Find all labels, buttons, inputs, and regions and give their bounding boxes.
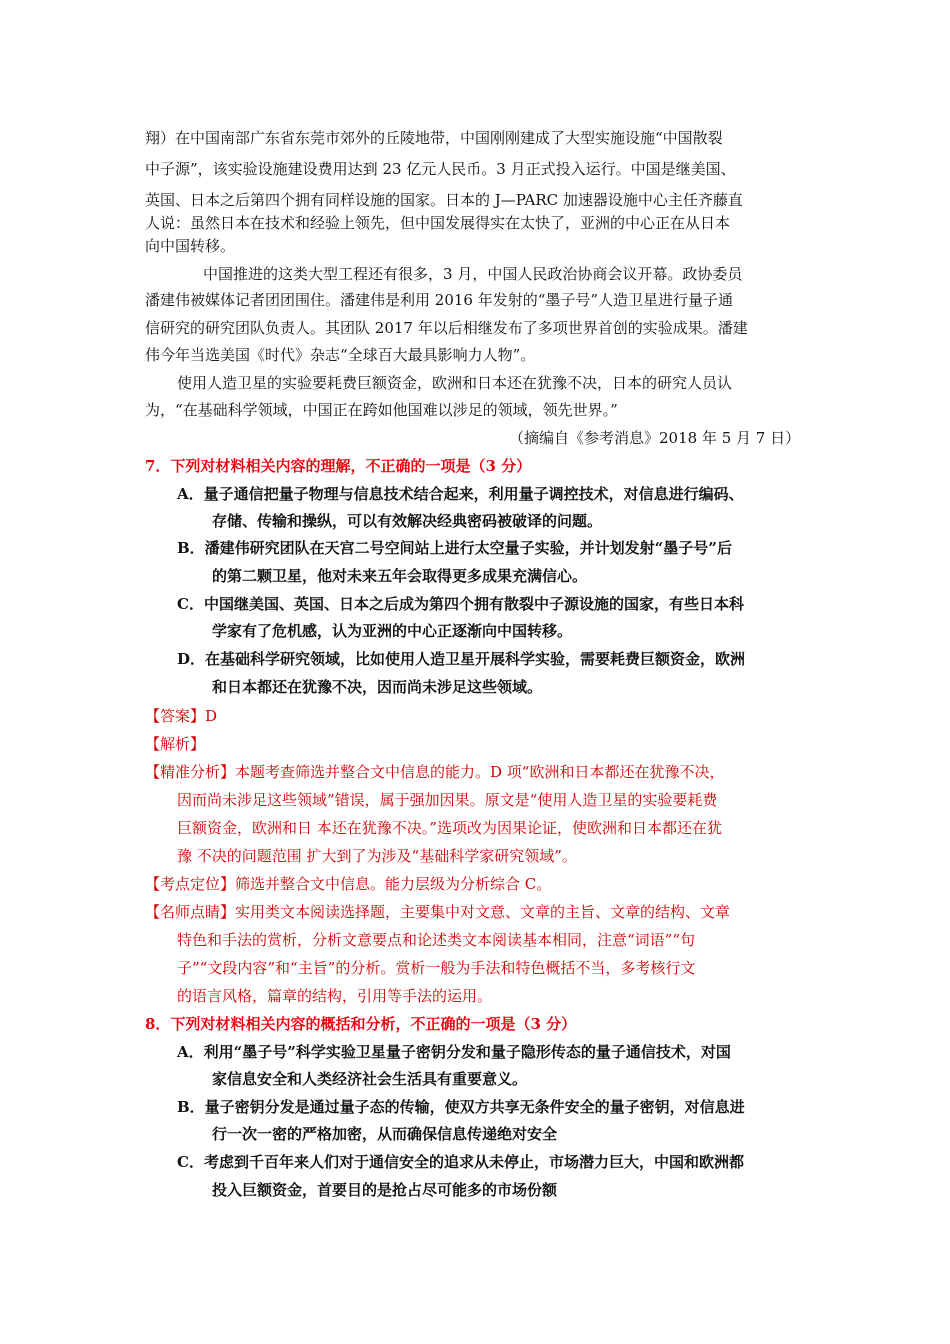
precise-analysis-cont: 巨额资金，欧洲和日 本还在犹豫不决。”选项改为因果论证，使欧洲和日本都还在犹 [177,819,722,837]
q7-option-d: D．在基础科学研究领域，比如使用人造卫星开展科学实验，需要耗费巨额资金，欧洲 [177,650,746,668]
passage-line: 翔）在中国南部广东省东莞市郊外的丘陵地带，中国刚刚建成了大型实施设施“中国散裂 [145,129,723,147]
precise-analysis: 【精准分析】本题考查筛选并整合文中信息的能力。D 项“欧洲和日本都还在犹豫不决， [145,763,725,781]
source-citation: （摘编自《参考消息》2018 年 5 月 7 日） [509,429,801,447]
passage-line: 人说：虽然日本在技术和经验上领先，但中国发展得实在太快了，亚洲的中心正在从日本 [145,214,731,232]
passage-line: 伟今年当选美国《时代》杂志“全球百大最具影响力人物”。 [145,346,536,364]
q7-option-c-cont: 学家有了危机感，认为亚洲的中心正逐渐向中国转移。 [212,622,573,640]
precise-analysis-cont: 豫 不决的问题范围 扩大到了为涉及“基础科学家研究领域”。 [177,847,577,865]
teacher-note-cont: 的语言风格，篇章的结构，引用等手法的运用。 [177,987,493,1005]
q7-option-c: C．中国继美国、英国、日本之后成为第四个拥有散裂中子源设施的国家，有些日本科 [177,595,744,613]
q8-option-a-cont: 家信息安全和人类经济社会生活具有重要意义。 [212,1070,528,1088]
q8-option-c: C．考虑到千百年来人们对于通信安全的追求从未停止，市场潜力巨大，中国和欧洲都 [177,1153,744,1171]
teacher-note: 【名师点睛】实用类文本阅读选择题，主要集中对文意、文章的主旨、文章的结构、文章 [145,903,731,921]
q7-option-a: A．量子通信把量子物理与信息技术结合起来，利用量子调控技术，对信息进行编码、 [177,485,744,503]
precise-analysis-cont: 因而尚未涉足这些领域”错误，属于强加因果。原文是“使用人造卫星的实验要耗费 [177,791,718,809]
q8-option-b: B．量子密钥分发是通过量子态的传输，使双方共享无条件安全的量子密钥，对信息进 [177,1098,745,1116]
teacher-note-cont: 特色和手法的赏析，分析文意要点和论述类文本阅读基本相同，注意“词语”“句 [177,931,696,949]
q8-option-b-cont: 行一次一密的严格加密，从而确保信息传递绝对安全 [212,1125,558,1143]
question-7-stem: 7．下列对材料相关内容的理解，不正确的一项是（3 分） [145,457,532,475]
answer-label: 【答案】D [145,707,218,725]
passage-line: 使用人造卫星的实验要耗费巨额资金，欧洲和日本还在犹豫不决，日本的研究人员认 [177,374,733,392]
test-point: 【考点定位】筛选并整合文中信息。能力层级为分析综合 C。 [145,875,552,893]
q8-option-c-cont: 投入巨额资金，首要目的是抢占尽可能多的市场份额 [212,1181,558,1199]
analysis-heading: 【解析】 [145,735,206,753]
passage-line: 英国、日本之后第四个拥有同样设施的国家。日本的 J—PARC 加速器设施中心主任齐藤直 [145,191,743,209]
passage-line: 为，“在基础科学领域，中国正在跨如他国难以涉足的领域，领先世界。” [145,401,618,419]
q7-option-d-cont: 和日本都还在犹豫不决，因而尚未涉足这些领域。 [212,678,543,696]
q8-option-a: A．利用“墨子号”科学实验卫星量子密钥分发和量子隐形传态的量子通信技术，对国 [177,1043,731,1061]
q7-option-b-cont: 的第二颗卫星，他对未来五年会取得更多成果充满信心。 [212,567,588,585]
q7-option-a-cont: 存储、传输和操纵，可以有效解决经典密码被破译的问题。 [212,512,603,530]
question-8-stem: 8．下列对材料相关内容的概括和分析，不正确的一项是（3 分） [145,1015,577,1033]
passage-line: 潘建伟被媒体记者团团围住。潘建伟是利用 2016 年发射的“墨子号”人造卫星进行量子通 [145,291,734,309]
q7-option-b: B．潘建伟研究团队在天宫二号空间站上进行太空量子实验，并计划发射“墨子号”后 [177,539,732,557]
teacher-note-cont: 子”“文段内容”和“主旨”的分析。赏析一般为手法和特色概括不当，多考核行文 [177,959,696,977]
passage-line: 向中国转移。 [145,237,236,255]
passage-line: 中国推进的这类大型工程还有很多，3 月，中国人民政治协商会议开幕。政协委员 [203,265,743,283]
passage-line: 中子源”，该实验设施建设费用达到 23 亿元人民币。3 月正式投入运行。中国是继美国、 [145,160,736,178]
passage-line: 信研究的研究团队负责人。其团队 2017 年以后相继发布了多项世界首创的实验成果。潘建 [145,319,748,337]
